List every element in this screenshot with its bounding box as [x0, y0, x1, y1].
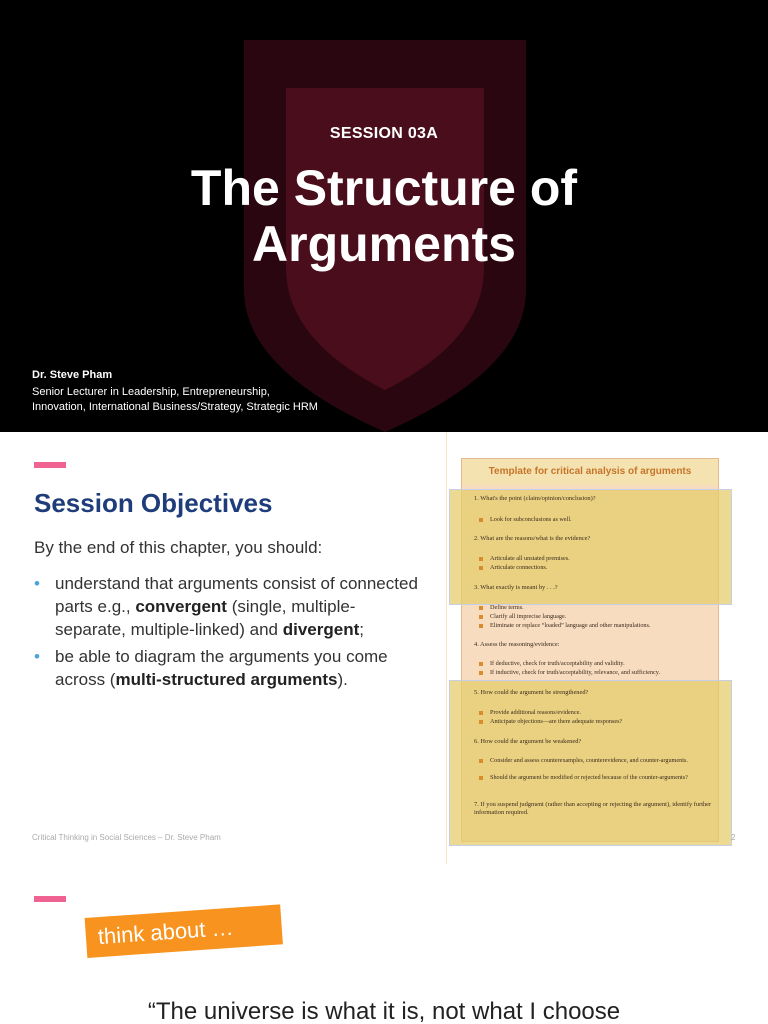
objectives-list: [34, 572, 424, 695]
bullet-dot-icon: •: [34, 647, 40, 666]
template-subpoint: Clarify all imprecise language.: [490, 613, 712, 621]
quote-text: “The universe is what it is, not what I choose: [147, 998, 621, 1024]
template-subpoint: Look for subconclusions as well.: [490, 516, 712, 524]
slide-title-line-2: Arguments: [252, 216, 516, 272]
template-heading: Template for critical analysis of arguments: [462, 459, 718, 485]
author-block: [32, 368, 318, 415]
slide-title-line-1: The Structure of: [190, 160, 578, 216]
objectives-title: Session Objectives: [34, 488, 273, 518]
bullet-dot-icon: •: [34, 574, 40, 593]
page-number: 2: [731, 833, 736, 842]
objectives-intro: By the end of this chapter, you should:: [34, 538, 323, 557]
template-subpoint: Articulate connections.: [490, 564, 712, 572]
author-role-line-2: Innovation, International Business/Strategy, Strategic HRM: [32, 401, 318, 413]
list-item: • understand that arguments consist of connected parts e.g., convergent (single, multiple-separate, multiple-linked) and divergent;: [34, 574, 418, 639]
template-question-1: 1. What's the point (claim/opinion/conclusion)?: [474, 495, 596, 502]
divider: [446, 432, 447, 864]
template-question-3: 3. What exactly is meant by . . .?: [474, 584, 558, 591]
list-item: • be able to diagram the arguments you come across (multi-structured arguments).: [34, 647, 388, 689]
accent-bar: [34, 462, 66, 468]
template-subpoint: Define terms.: [490, 604, 712, 612]
template-question-5: 5. How could the argument be strengthened?: [474, 689, 589, 696]
slide-footer: Critical Thinking in Social Sciences – Dr. Steve Pham: [32, 833, 221, 842]
template-question-6: 6. How could the argument be weakened?: [474, 738, 582, 745]
template-subpoint: If deductive, check for truth/acceptability and validity.: [490, 660, 712, 668]
slide-title: [0, 160, 768, 272]
template-subpoint: Articulate all unstated premises.: [490, 555, 712, 563]
think-about-slide: [0, 864, 768, 1024]
template-subpoint: Should the argument be modified or rejected because of the counter-arguments?: [490, 774, 712, 782]
template-subpoint: Provide additional reasons/evidence.: [490, 709, 712, 717]
template-subpoint: Consider and assess counterexamples, counterevidence, and counter-arguments.: [490, 757, 712, 765]
template-question-4: 4. Assess the reasoning/evidence:: [474, 641, 560, 648]
critical-analysis-template-image: [461, 458, 719, 842]
title-slide: [0, 0, 768, 432]
author-name: Dr. Steve Pham: [32, 369, 113, 381]
author-role-line-1: Senior Lecturer in Leadership, Entrepreneurship,: [32, 386, 270, 398]
template-question-2: 2. What are the reasons/what is the evidence?: [474, 535, 591, 542]
think-about-label: think about …: [85, 904, 283, 958]
template-question-7: 7. If you suspend judgment (rather than accepting or rejecting the argument), identify further information required.: [474, 801, 712, 816]
template-subpoint: Anticipate objections—are there adequate responses?: [490, 718, 712, 726]
template-subpoint: Eliminate or replace “loaded” language and other manipulations.: [490, 622, 712, 630]
session-label: SESSION 03A: [329, 125, 439, 142]
template-subpoint: If inductive, check for truth/acceptability, relevance, and sufficiency.: [490, 669, 712, 677]
objectives-slide: [0, 432, 768, 864]
accent-bar: [34, 896, 66, 902]
